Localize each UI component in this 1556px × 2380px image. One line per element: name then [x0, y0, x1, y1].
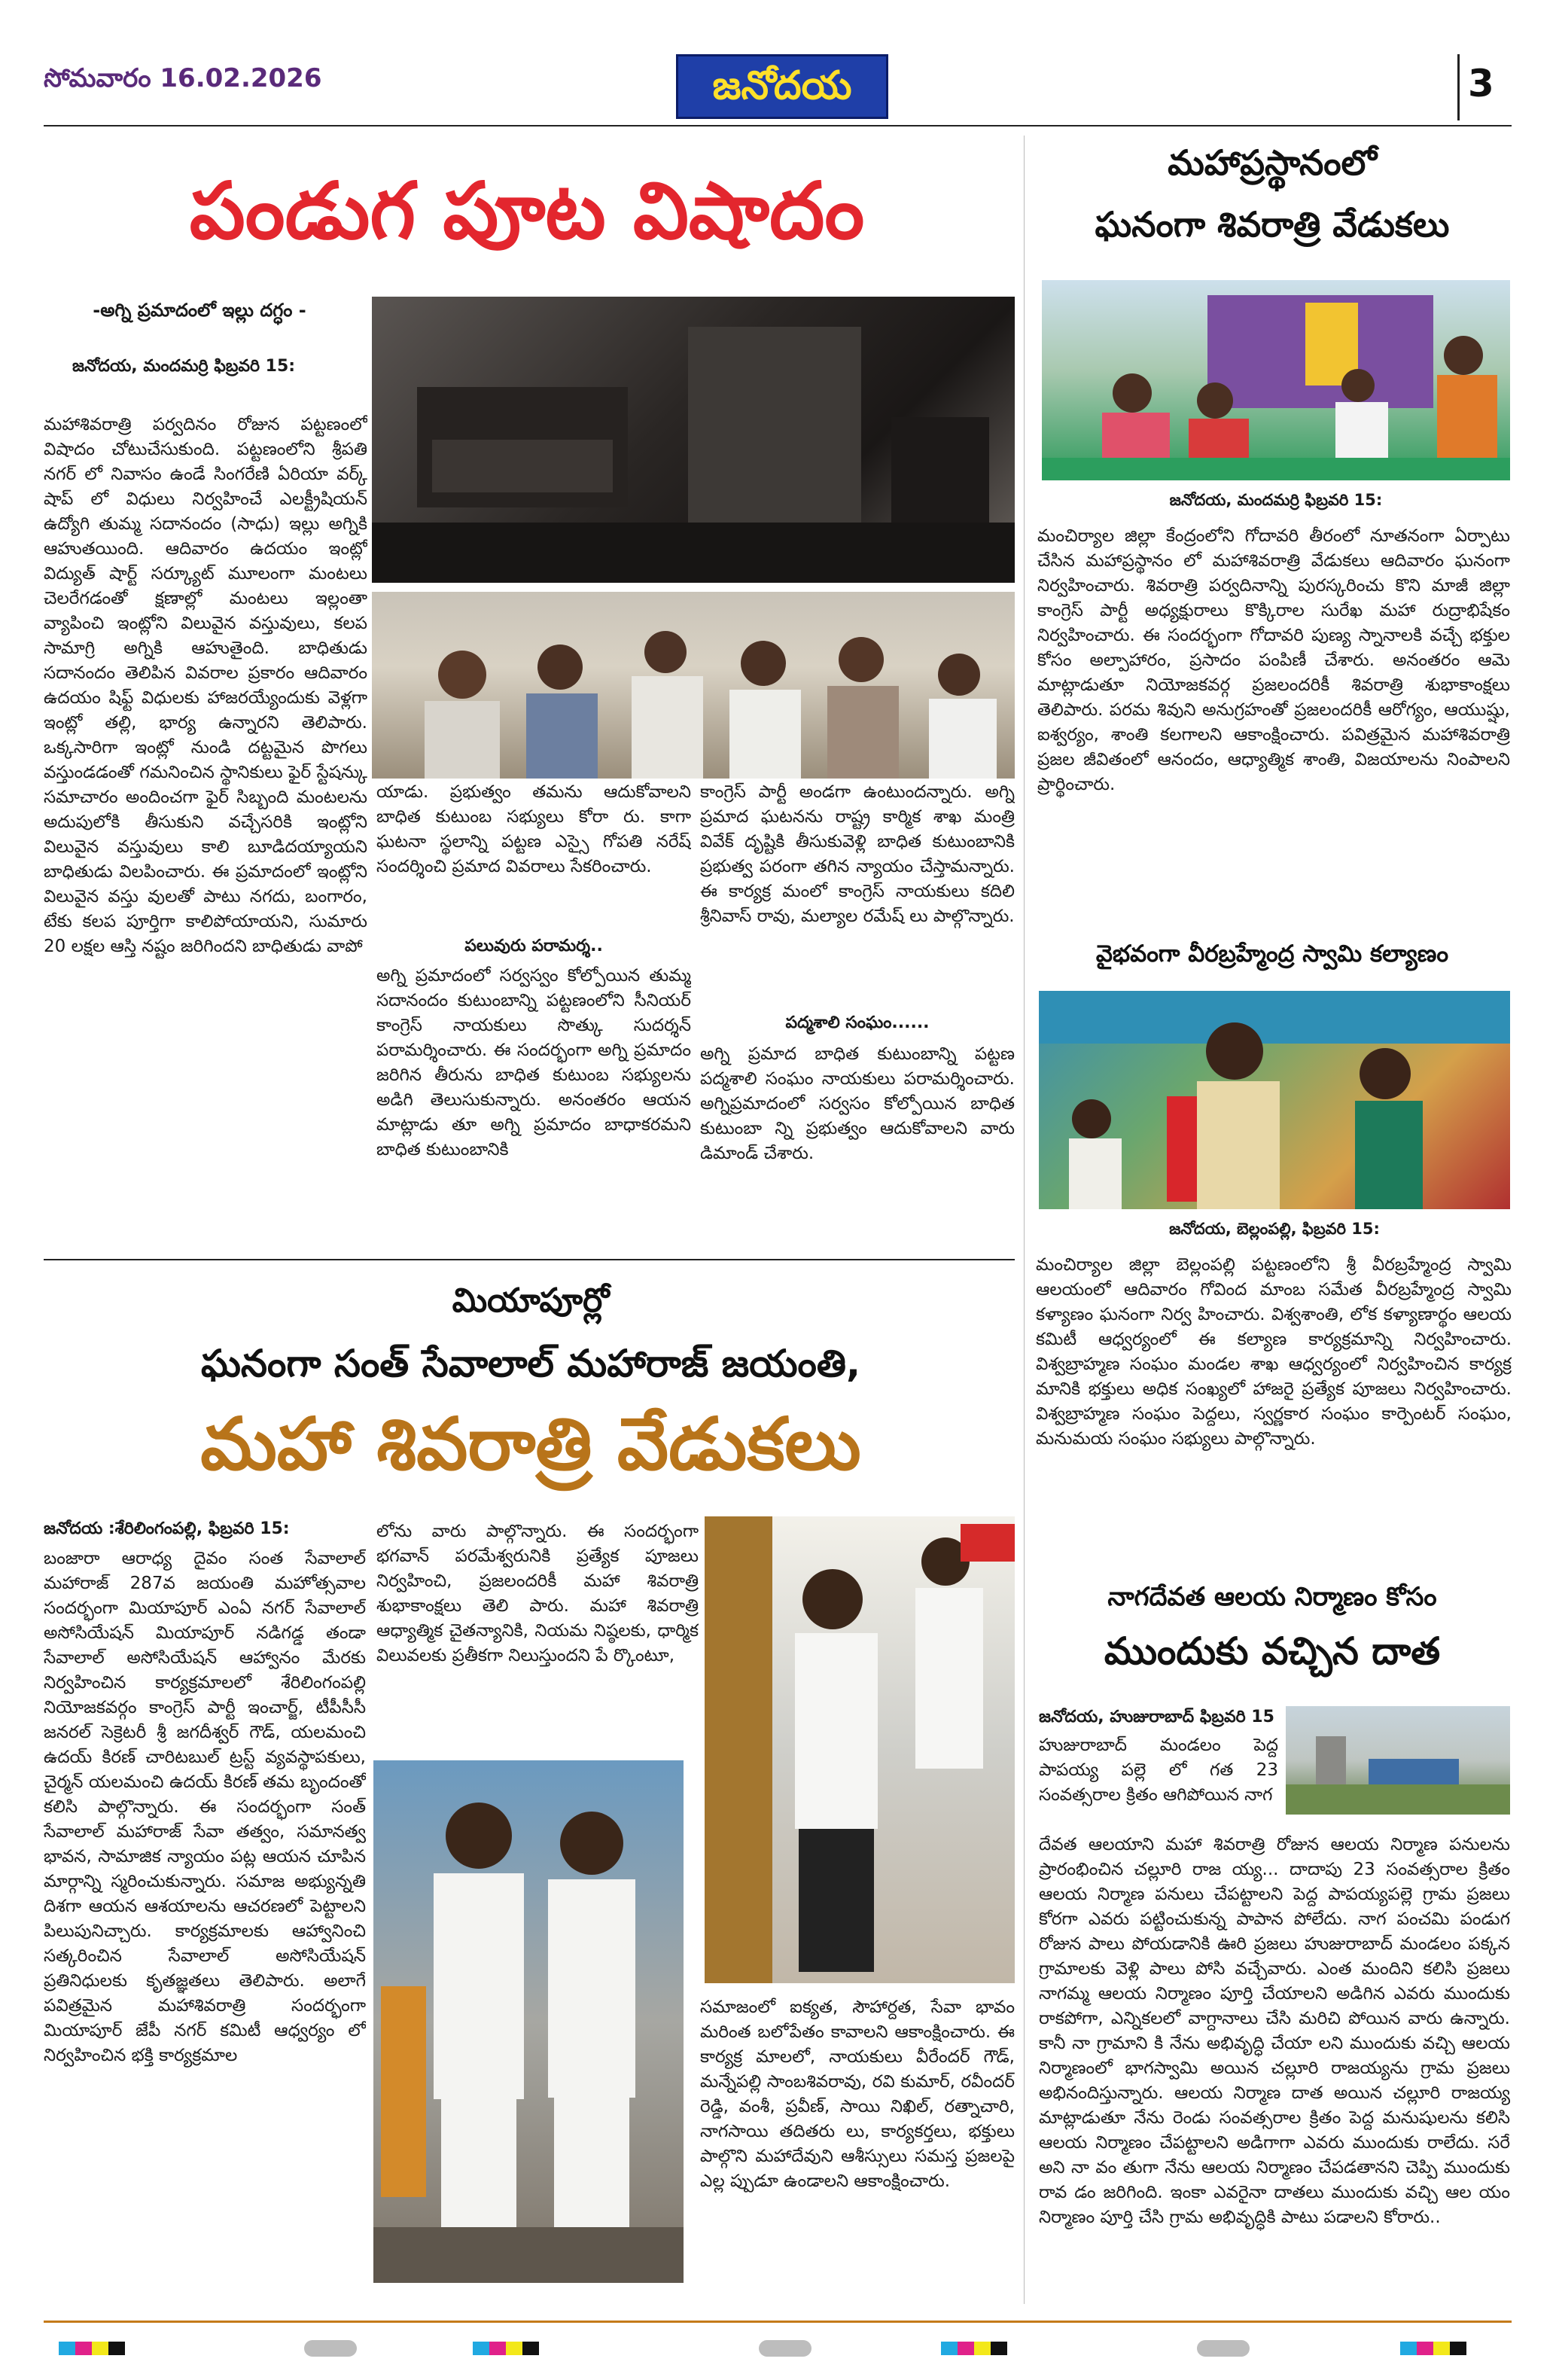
footer-rule: [44, 2321, 1512, 2323]
story1-dateline: జనోదయ, మందమర్రి ఫిబ్రవరి 15:: [72, 357, 296, 376]
newspaper-logo: జనోదయ: [676, 54, 888, 119]
story4-column-2: లోను వారు పాల్గొన్నారు. ఈ సందర్భంగా భగవాన్ పరమేశ్వరునికి ప్రత్యేక పూజలు నిర్వహించి, ప్రజలందరికీ మహా శివరాత్రి శుభాకాంక్షలు తెలి పారు. మహా శివరాత్రి ఆధ్యాత్మిక చైతన్యానికి, నియమ నిష్ఠలకు, ధార్మిక విలువలకు ప్రతీకగా నిలుస్తుందని పే ర్కొంటూ,: [376, 1522, 699, 1665]
story1-subhead: -అగ్ని ప్రమాదంలో ఇల్లు దగ్ధం -: [93, 300, 306, 321]
registration-mark-2: [759, 2340, 811, 2357]
color-registration-strip-2: [473, 2342, 539, 2355]
color-registration-strip-1: [59, 2342, 125, 2355]
shivaratri-stage-photo: [1042, 280, 1510, 480]
story2-headline-line1: మహాప్రస్థానంలో: [1168, 142, 1377, 183]
story5-headline-line2: ముందుకు వచ్చిన దాత: [1104, 1629, 1441, 1673]
miyapur-temple-photo: [705, 1516, 1015, 1983]
story2-headline-line2: ఘనంగా శివరాత్రి వేడుకలు: [1095, 204, 1450, 245]
story4-column-1: బంజారా ఆరాధ్య దైవం సంత సేవాలాల్ మహారాజ్ 287వ జయంతి మహోత్సవాల సందర్భంగా మియాపూర్ ఎంఏ నగర్ సేవాలాల్ అసోసియేషన్ మియాపూర్ నడిగడ్డ తండా సేవాలాల్ అసోసియేషన్ ఆహ్వానం మేరకు నిర్వహించిన కార్యక్రమాలలో శేరిలింగంపల్లి నియోజకవర్గం కాంగ్రెస్ పార్టీ ఇంచార్జ్, టీపీసీసీ జనరల్ సెక్రెటరీ శ్రీ జగదీశ్వర్ గౌడ్, యలమంచి ఉదయ్ కిరణ్ చారిటబుల్ ట్రస్ట్ వ్యవస్థాపకులు, చైర్మన్ యలమంచి ఉదయ్ కిరణ్ తమ బృందంతో కలిసి పాల్గొన్నారు. ఈ సందర్భంగా సంత్ సేవాలాల్ మహారాజ్ సేవా తత్వం, సమానత్వ భావన, సామాజిక న్యాయం పట్ల ఆయన చూపిన మార్గాన్ని స్మరించుకున్నారు. సమాజ అభ్యున్నతి దిశగా ఆయన ఆశయాలను ఆచరణలో పెట్టాలని పిలుపునిచ్చారు. కార్యక్రమాలకు ఆహ్వానించి సత్కరించిన సేవాలాల్ అసోసియేషన్ ప్రతినిధులకు కృతజ్ఞతలు తెలిపారు. అలాగే పవిత్రమైన మహాశివరాత్రి సందర్భంగా మియాపూర్ జేపీ నగర్ కమిటీ ఆధ్వర్యం లో నిర్వహించిన భక్తి కార్యక్రమాల: [44, 1549, 366, 2065]
miyapur-praying-illustration: [373, 1760, 684, 2283]
shivaratri-stage-illustration: [1042, 280, 1510, 480]
story2-body: మంచిర్యాల జిల్లా కేంద్రంలోని గోదావరి తీరంలో నూతనంగా ఏర్పాటు చేసిన మహాప్రస్థానం లో మహాశివరాత్రి వేడుకలు ఆదివారం ఘనంగా నిర్వహించారు. శివరాత్రి పర్వదినాన్ని పురస్కరించు కొని మాజీ జిల్లా కాంగ్రెస్ పార్టీ అధ్యక్షురాలు కొక్కిరాల సురేఖ మహా రుద్రాభిషేకం నిర్వహించారు. ఈ సందర్భంగా గోదావరి పుణ్య స్నానాలకి వచ్చే భక్తుల కోసం అల్పాహారం, ప్రసాదం పంపిణీ చేశారు. అనంతరం ఆమె మాట్లాడుతూ నియోజకవర్గ ప్రజలందరికీ శివరాత్రి శుభాకాంక్షలు తెలిపారు. పరమ శివుని అనుగ్రహంతో ప్రజలందరికీ ఆరోగ్యం, ఆయుష్షు, ఐశ్వర్యం, శాంతి కలగాలని ఆకాంక్షించారు. పవిత్రమైన మహాశివరాత్రి ప్రజల జీవితంలో ఆనందం, ఆధ్యాత్మిక శాంతి, విజయాలను నింపాలని ప్రార్థించారు.: [1037, 526, 1510, 794]
burnt-room-photo: [372, 297, 1015, 583]
burnt-room-illustration: [372, 297, 1015, 583]
construction-site-photo: [1286, 1706, 1510, 1815]
story1-column-2b: అగ్ని ప్రమాదంలో సర్వస్వం కోల్పోయిన తుమ్మ సదానందం కుటుంబాన్ని పట్టణంలోని సీనియర్ కాంగ్రెస్ నాయకులు సొత్కు సుదర్శన్ పరామర్శించారు. ఈ సందర్భంగా అగ్ని ప్రమాదం జరిగిన తీరును బాధిత కుటుంబ సభ్యులను అడిగి తెలుసుకున్నారు. అనంతరం ఆయన మాట్లాడు తూ అగ్ని ప్రమాదం బాధాకరమని బాధిత కుటుంబానికి: [376, 966, 691, 1160]
section-divider: [44, 1259, 1015, 1260]
visitors-group-photo: [372, 592, 1015, 779]
story3-caption: జనోదయ, బెల్లంపల్లి, ఫిబ్రవరి 15:: [1169, 1220, 1380, 1238]
story2-caption: జనోదయ, మందమర్రి ఫిబ్రవరి 15:: [1169, 491, 1383, 509]
story4-headline-line3: మహా శివరాత్రి వేడుకలు: [200, 1402, 861, 1486]
miyapur-praying-photo: [373, 1760, 684, 2283]
story3-headline: వైభవంగా వీరబ్రహ్మేంద్ర స్వామి కల్యాణం: [1095, 940, 1449, 968]
visitors-illustration: [372, 592, 1015, 779]
construction-site-illustration: [1286, 1706, 1510, 1815]
masthead-rule: [44, 125, 1512, 126]
kalyanam-ceremony-photo: [1039, 991, 1510, 1209]
color-registration-strip-3: [941, 2342, 1007, 2355]
story5-dateline: జనోదయ, హుజురాబాద్ ఫిబ్రవరి 15: [1039, 1708, 1274, 1726]
story3-body: మంచిర్యాల జిల్లా బెల్లంపల్లి పట్టణంలోని శ్రీ వీరబ్రహ్మేంద్ర స్వామి ఆలయంలో ఆదివారం గోవింద మాంబ సమేత వీరబ్రహ్మేంద్ర స్వామి కళ్యాణం ఘనంగా నిర్వ హించారు. విశ్వశాంతి, లోక కళ్యాణార్థం ఆలయ కమిటీ ఆధ్వర్యంలో ఈ కల్యాణ కార్యక్రమాన్ని నిర్వహించారు. విశ్వబ్రాహ్మణ సంఘం మండల శాఖ ఆధ్వర్యంలో నిర్వహించిన కార్యక్ర మానికి భక్తులు అధిక సంఖ్యలో హాజరై ప్రత్యేక పూజలు నిర్వహించారు. విశ్వబ్రాహ్మణ సంఘం పెద్దలు, స్వర్ణకార సంఘం కార్పెంటర్ సంఘం, మనుమయ సంఘం సభ్యులు పాల్గొన్నారు.: [1036, 1255, 1512, 1449]
miyapur-temple-illustration: [705, 1516, 1015, 1983]
story4-dateline: జనోదయ :శేరిలింగంపల్లి, ఫిబ్రవరి 15:: [44, 1519, 290, 1538]
story4-headline-line1: మియాపూర్లో: [452, 1281, 610, 1320]
story1-subhead-2: పలువురు పరామర్శ..: [464, 937, 603, 955]
story1-column-3b: అగ్ని ప్రమాద బాధిత కుటుంబాన్ని పట్టణ పద్మశాలి సంఘం నాయకులు పరామర్శించారు. అగ్నిప్రమాదంలో సర్వసం కోల్పోయిన బాధిత కుటుంబా న్ని ప్రభుత్వం ఆదుకోవాలని వారు డిమాండ్ చేశారు.: [700, 1044, 1015, 1163]
color-registration-strip-4: [1400, 2342, 1466, 2355]
story1-subhead-3: పద్మశాలి సంఘం......: [785, 1013, 930, 1032]
story5-headline-line1: నాగదేవత ఆలయ నిర్మాణం కోసం: [1107, 1582, 1437, 1612]
story5-body-b: దేవత ఆలయాని మహా శివరాత్రి రోజున ఆలయ నిర్మాణ పనులను ప్రారంభించిన చల్లూరి రాజ య్య... దాదాపు 23 సంవత్సరాల క్రితం ఆలయ నిర్మాణ పనులు చేపట్టాలని పెద్ద పాపయ్యపల్లె గ్రామ ప్రజలు కోరగా ఎవరు పట్టించుకున్న పాపాన పోలేదు. నాగ పంచమి పండుగ రోజున పాలు పోయడానికి ఊరి ప్రజలు హుజురాబాద్ మండలం పక్కన గ్రామాలకు వెళ్లి పాలు పోసి వచ్చేవారు. ఎంత మందిని కలిసి ప్రజలు నాగమ్మ ఆలయ నిర్మాణం పూర్తి చేయాలని అడిగిన ఎవరు ముందుకు రాకపోగా, ఎన్నికలలో వాగ్దానాలు చేసి మరిచి పోయిన వారు ఉన్నారు. కానీ నా గ్రామాని కి నేను అభివృద్ధి చేయా లని ముందుకు వచ్చి ఆలయ నిర్మాణంలో భాగస్వామి అయిన చల్లూరి రాజయ్యను గ్రామ ప్రజలు అభినందిస్తున్నారు. ఆలయ నిర్మాణ దాత అయిన చల్లూరి రాజయ్య మాట్లాడుతూ నేను రెండు సంవత్సరాల క్రితం పెద్ద మనుషులను కలిసి ఆలయ నిర్మాణం చేపట్టాలని అడిగాగా ఎవరు ముందుకు రాలేదు. సరే అని నా వం తుగా నేను ఆలయ నిర్మాణం చేపడతానని చెప్పి ముందుకు రావ డం జరిగింది. ఇంకా ఎవరైనా దాతలు ముందుకు వచ్చి ఆల యం నిర్మాణం పూర్తి చేసి గ్రామ అభివృద్ధికి పాటు పడాలని కోరారు..: [1039, 1835, 1510, 2227]
story1-column-1: మహాశివరాత్రి పర్వదినం రోజున పట్టణంలో విషాదం చోటుచేసుకుంది. పట్టణంలోని శ్రీపతి నగర్ లో నివాసం ఉండే సింగరేణి ఏరియా వర్క్ షాప్ లో విధులు నిర్వహించే ఎలక్ట్రీషియన్ ఉద్యోగి తుమ్మ సదానందం (సాధు) ఇల్లు అగ్నికి ఆహుతయింది. ఆదివారం ఉదయం ఇంట్లో విద్యుత్ షార్ట్ సర్క్యూట్ మూలంగా మంటలు చెలరేగడంతో క్షణాల్లో మంటలు ఇల్లంతా వ్యాపించి ఇంట్లోని విలువైన వస్తువులు, కలప సామాగ్రి అగ్నికి ఆహుతైంది. బాధితుడు సదానందం తెలిపిన వివరాల ప్రకారం ఆదివారం ఉదయం షిఫ్ట్ విధులకు హాజరయ్యేందుకు వెళ్లగా ఇంట్లో తల్లి, భార్య ఉన్నారని తెలిపారు. ఒక్కసారిగా ఇంట్లో నుండి దట్టమైన పొగలు వస్తుండడంతో గమనించిన స్థానికులు ఫైర్ స్టేషన్కు సమాచారం అందించగా ఫైర్ సిబ్బంది మంటలను అదుపులోకి తీసుకుని వచ్చేసరికి ఇంట్లోని విలువైన వస్తువులు కాలి బూడిదయ్యాయని బాధితుడు విలపించారు. ఈ ప్రమాదంలో ఇంట్లోని విలువైన వస్తు వులతో పాటు నగదు, బంగారం, టేకు కలప పూర్తిగా కాలిపోయాయని, సుమారు 20 లక్షల ఆస్తి నష్టం జరిగిందని బాధితుడు వాపో: [44, 415, 367, 956]
story4-headline-line2: ఘనంగా సంత్ సేవాలాల్ మహారాజ్ జయంతి,: [201, 1342, 860, 1385]
story1-headline: పండుగ పూట విషాదం: [189, 165, 865, 257]
main-column-separator: [1024, 136, 1025, 2304]
registration-mark-1: [304, 2340, 357, 2357]
masthead-date: సోమవారం 16.02.2026: [44, 63, 322, 93]
masthead-divider: [1457, 54, 1460, 120]
story5-body-a: హుజురాబాద్ మండలం పెద్ద పాపయ్య పల్లె లో గత 23 సంవత్సరాల క్రితం ఆగిపోయిన నాగ: [1039, 1735, 1278, 1805]
story1-column-3a: కాంగ్రెస్ పార్టీ అండగా ఉంటుందన్నారు. అగ్ని ప్రమాద ఘటనను రాష్ట్ర కార్మిక శాఖ మంత్రి వివేక్ దృష్టికి తీసుకువెళ్లి బాధిత కుటుంబానికి ప్రభుత్వ పరంగా తగిన న్యాయం చేస్తామన్నారు. ఈ కార్యక్ర మంలో కాంగ్రెస్ నాయకులు కదిలి శ్రీనివాస్ రావు, మల్యాల రమేష్ లు పాల్గొన్నారు.: [700, 782, 1015, 926]
registration-mark-3: [1197, 2340, 1250, 2357]
story4-column-3: సమాజంలో ఐక్యత, సౌహార్దత, సేవా భావం మరింత బలోపేతం కావాలని ఆకాంక్షించారు. ఈ కార్యక్ర మాలలో, నాయకులు వీరేందర్ గౌడ్, మన్నేపల్లి సాంబశివరావు, రవి కుమార్, రవీందర్ రెడ్డి, వంశీ, ప్రవీణ్, సాయి నిఖిల్, రత్నాచారి, నాగసాయి తదితరు లు, కార్యకర్తలు, భక్తులు పాల్గొని మహాదేవుని ఆశీస్సులు సమస్త ప్రజలపై ఎల్ల ప్పుడూ ఉండాలని ఆకాంక్షించారు.: [700, 1998, 1015, 2191]
kalyanam-illustration: [1039, 991, 1510, 1209]
story1-column-2a: యాడు. ప్రభుత్వం తమను ఆదుకోవాలని బాధిత కుటుంబ సభ్యులు కోరా రు. కాగా ఘటనా స్థలాన్ని పట్టణ ఎస్సై గోపతి నరేష్ సందర్శించి ప్రమాద వివరాలు సేకరించారు.: [376, 782, 691, 876]
page-number: 3: [1468, 62, 1494, 105]
